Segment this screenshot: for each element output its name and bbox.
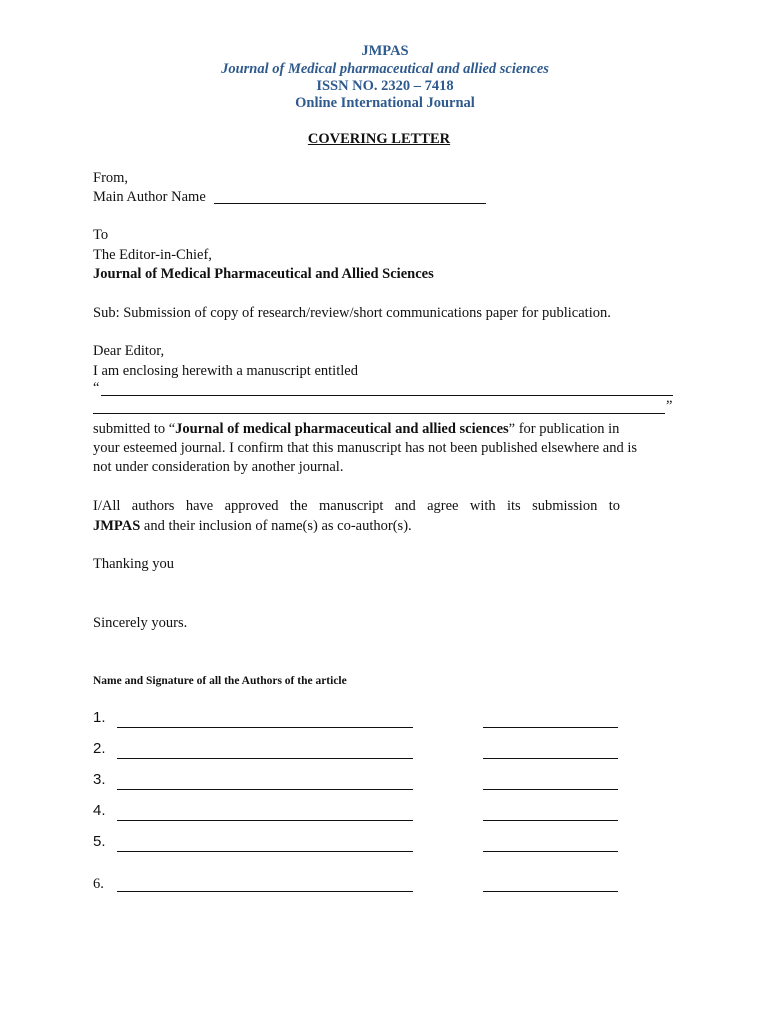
author-signature-field[interactable] (483, 820, 618, 821)
author-signature-field[interactable] (483, 758, 618, 759)
close-quote: ” (666, 398, 673, 414)
to-label: To (93, 227, 109, 243)
main-author-label: Main Author Name (93, 189, 206, 205)
author-signature-field[interactable] (483, 891, 618, 892)
journal-tagline: Online International Journal (295, 95, 475, 111)
subject-line: Sub: Submission of copy of research/review/short communications paper for publication. (93, 305, 611, 321)
consideration-line: not under consideration by another journal. (93, 459, 344, 475)
author-signature-field[interactable] (483, 789, 618, 790)
author-name-field[interactable] (117, 891, 413, 892)
journal-acronym: JMPAS (361, 43, 409, 59)
signature-row-number: 3. (93, 771, 106, 788)
approval-line2-rest: and their inclusion of name(s) as co-author(s). (140, 518, 412, 534)
confirmation-line: your esteemed journal. I confirm that this manuscript has not been published elsewhere and is (93, 440, 638, 456)
approval-line1: I/All authors have approved the manuscript and agree with its submission to (93, 498, 620, 514)
manuscript-title-field-line2[interactable] (93, 413, 665, 414)
approval-line2 (93, 517, 412, 536)
recipient-title: The Editor-in-Chief, (93, 247, 212, 263)
main-author-name-field[interactable] (214, 203, 486, 204)
enclosing-text: I am enclosing herewith a manuscript entitled (93, 363, 358, 379)
salutation: Dear Editor, (93, 343, 165, 359)
signature-row-number: 4. (93, 802, 106, 819)
author-name-field[interactable] (117, 851, 413, 852)
recipient-journal: Journal of Medical Pharmaceutical and Allied Sciences (93, 266, 434, 282)
author-name-field[interactable] (117, 820, 413, 821)
author-name-field[interactable] (117, 758, 413, 759)
submission-sentence (93, 420, 619, 439)
author-signature-field[interactable] (483, 727, 618, 728)
from-label: From, (93, 170, 129, 186)
open-quote: “ (93, 380, 100, 396)
submitted-prefix: submitted to “ (93, 421, 176, 437)
author-signature-field[interactable] (483, 851, 618, 852)
jmpas-bold: JMPAS (93, 518, 141, 534)
page-title: COVERING LETTER (307, 131, 451, 147)
signature-row-number: 1. (93, 709, 106, 726)
thanks-text: Thanking you (93, 556, 174, 572)
closing-text: Sincerely yours. (93, 615, 188, 631)
signatures-heading: Name and Signature of all the Authors of the article (93, 675, 347, 687)
submitted-suffix: ” for publication in (508, 421, 620, 437)
signature-row-number: 5. (93, 833, 106, 850)
signature-row-number: 2. (93, 740, 106, 757)
journal-full-name: Journal of Medical pharmaceutical and allied sciences (221, 61, 549, 77)
author-name-field[interactable] (117, 727, 413, 728)
author-name-field[interactable] (117, 789, 413, 790)
manuscript-title-field-line1[interactable] (101, 395, 673, 396)
signature-row-number: 6. (93, 876, 104, 892)
issn-number: ISSN NO. 2320 – 7418 (316, 78, 454, 94)
journal-name-inline: Journal of medical pharmaceutical and allied sciences (175, 421, 509, 437)
